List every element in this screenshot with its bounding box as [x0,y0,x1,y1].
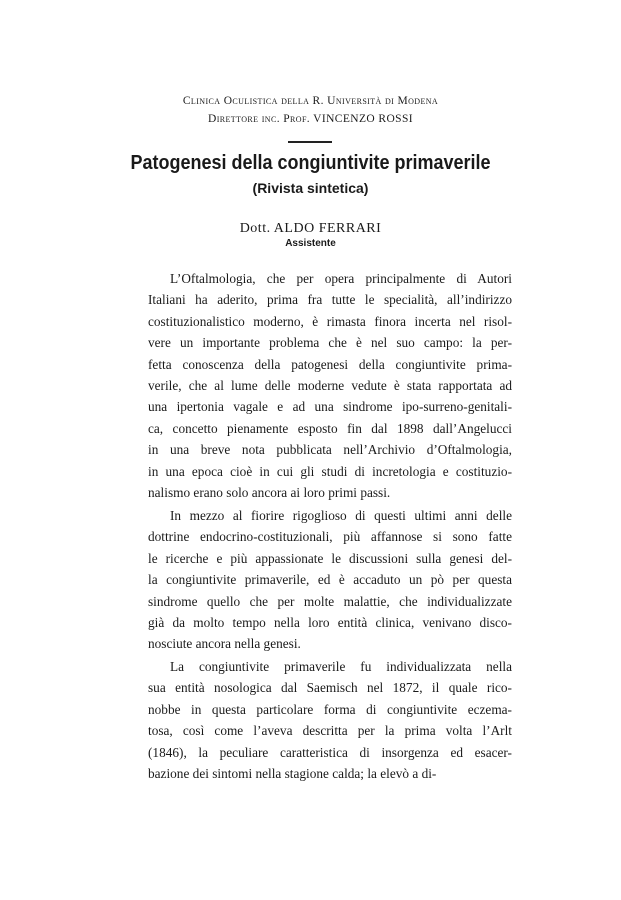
text-line: una ipertonia vagale e ad una sindrome ipo-surreno-genitali- [148,399,512,415]
author-name: Dott. ALDO FERRARI [239,221,382,236]
text-line: verile, che al lume delle moderne vedute è stata rapportata ad [148,377,512,393]
author-role: Assistente [285,238,336,249]
article-title: Patogenesi della congiuntivite primaverile [130,152,491,174]
text-line: L’Oftalmologia, che per opera principalmente di Autori [170,271,512,286]
text-line: fetta conoscenza della patogenesi della congiuntivite prima- [148,356,512,372]
text-line: in una breve nota pubblicata nell’Archivio d’Oftalmologia, [148,442,512,458]
paragraph-3 [148,656,512,784]
text-line: sindrome quello che per molte malattie, che individualizzate [148,593,512,609]
text-line: bazione dei sintomi nella stagione calda; la elevò a di- [148,765,437,781]
text-line: nalismo erano solo ancora ai loro primi passi. [148,484,391,500]
paragraph-2 [148,505,512,655]
text-line: le ricerche e più appassionate le discussioni sulla genesi del- [148,550,512,566]
text-line: dottrine endocrino-costituzionali, più affannose si sono fatte [148,529,512,545]
director-header: Direttore inc. Prof. VINCENZO ROSSI [208,113,413,125]
article-subtitle: (Rivista sintetica) [252,180,369,196]
text-line: Italiani ha aderito, prima fra tutte le specialità, all’indirizzo [148,292,512,308]
text-line: tosa, così come l’aveva descritta per la prima volta l’Arlt [148,723,512,739]
text-line: in una epoca cioè in cui gli studi di incretologia e costituzio- [148,463,512,479]
institution-header: Clinica Oculistica della R. Università di Modena [182,95,439,107]
text-line: In mezzo al fiorire rigoglioso di questi ultimi anni delle [170,508,512,523]
text-line: costituzionalistico moderno, è rimasta finora incerta nel risol- [148,313,512,329]
text-line: nosciute ancora nella genesi. [148,636,301,652]
paragraph-1 [148,268,512,503]
text-line: vere un importante problema che è nel suo campo: la per- [148,335,512,351]
header-divider [288,141,332,143]
text-line: La congiuntivite primaverile fu individualizzata nella [170,659,512,674]
text-line: nobbe in questa particolare forma di congiuntivite eczema- [148,701,512,717]
text-line: sua entità nosologica dal Saemisch nel 1872, il quale rico- [148,680,512,696]
text-line: (1846), la peculiare caratteristica di insorgenza ed esacer- [148,744,512,760]
text-line: la congiuntivite primaverile, ed è accaduto un pò per questa [148,572,512,588]
text-line: ca, concetto pienamente esposto fin dal 1898 dall’Angelucci [148,420,512,436]
text-line: già da molto tempo nella loro entità clinica, venivano disco- [148,614,512,630]
